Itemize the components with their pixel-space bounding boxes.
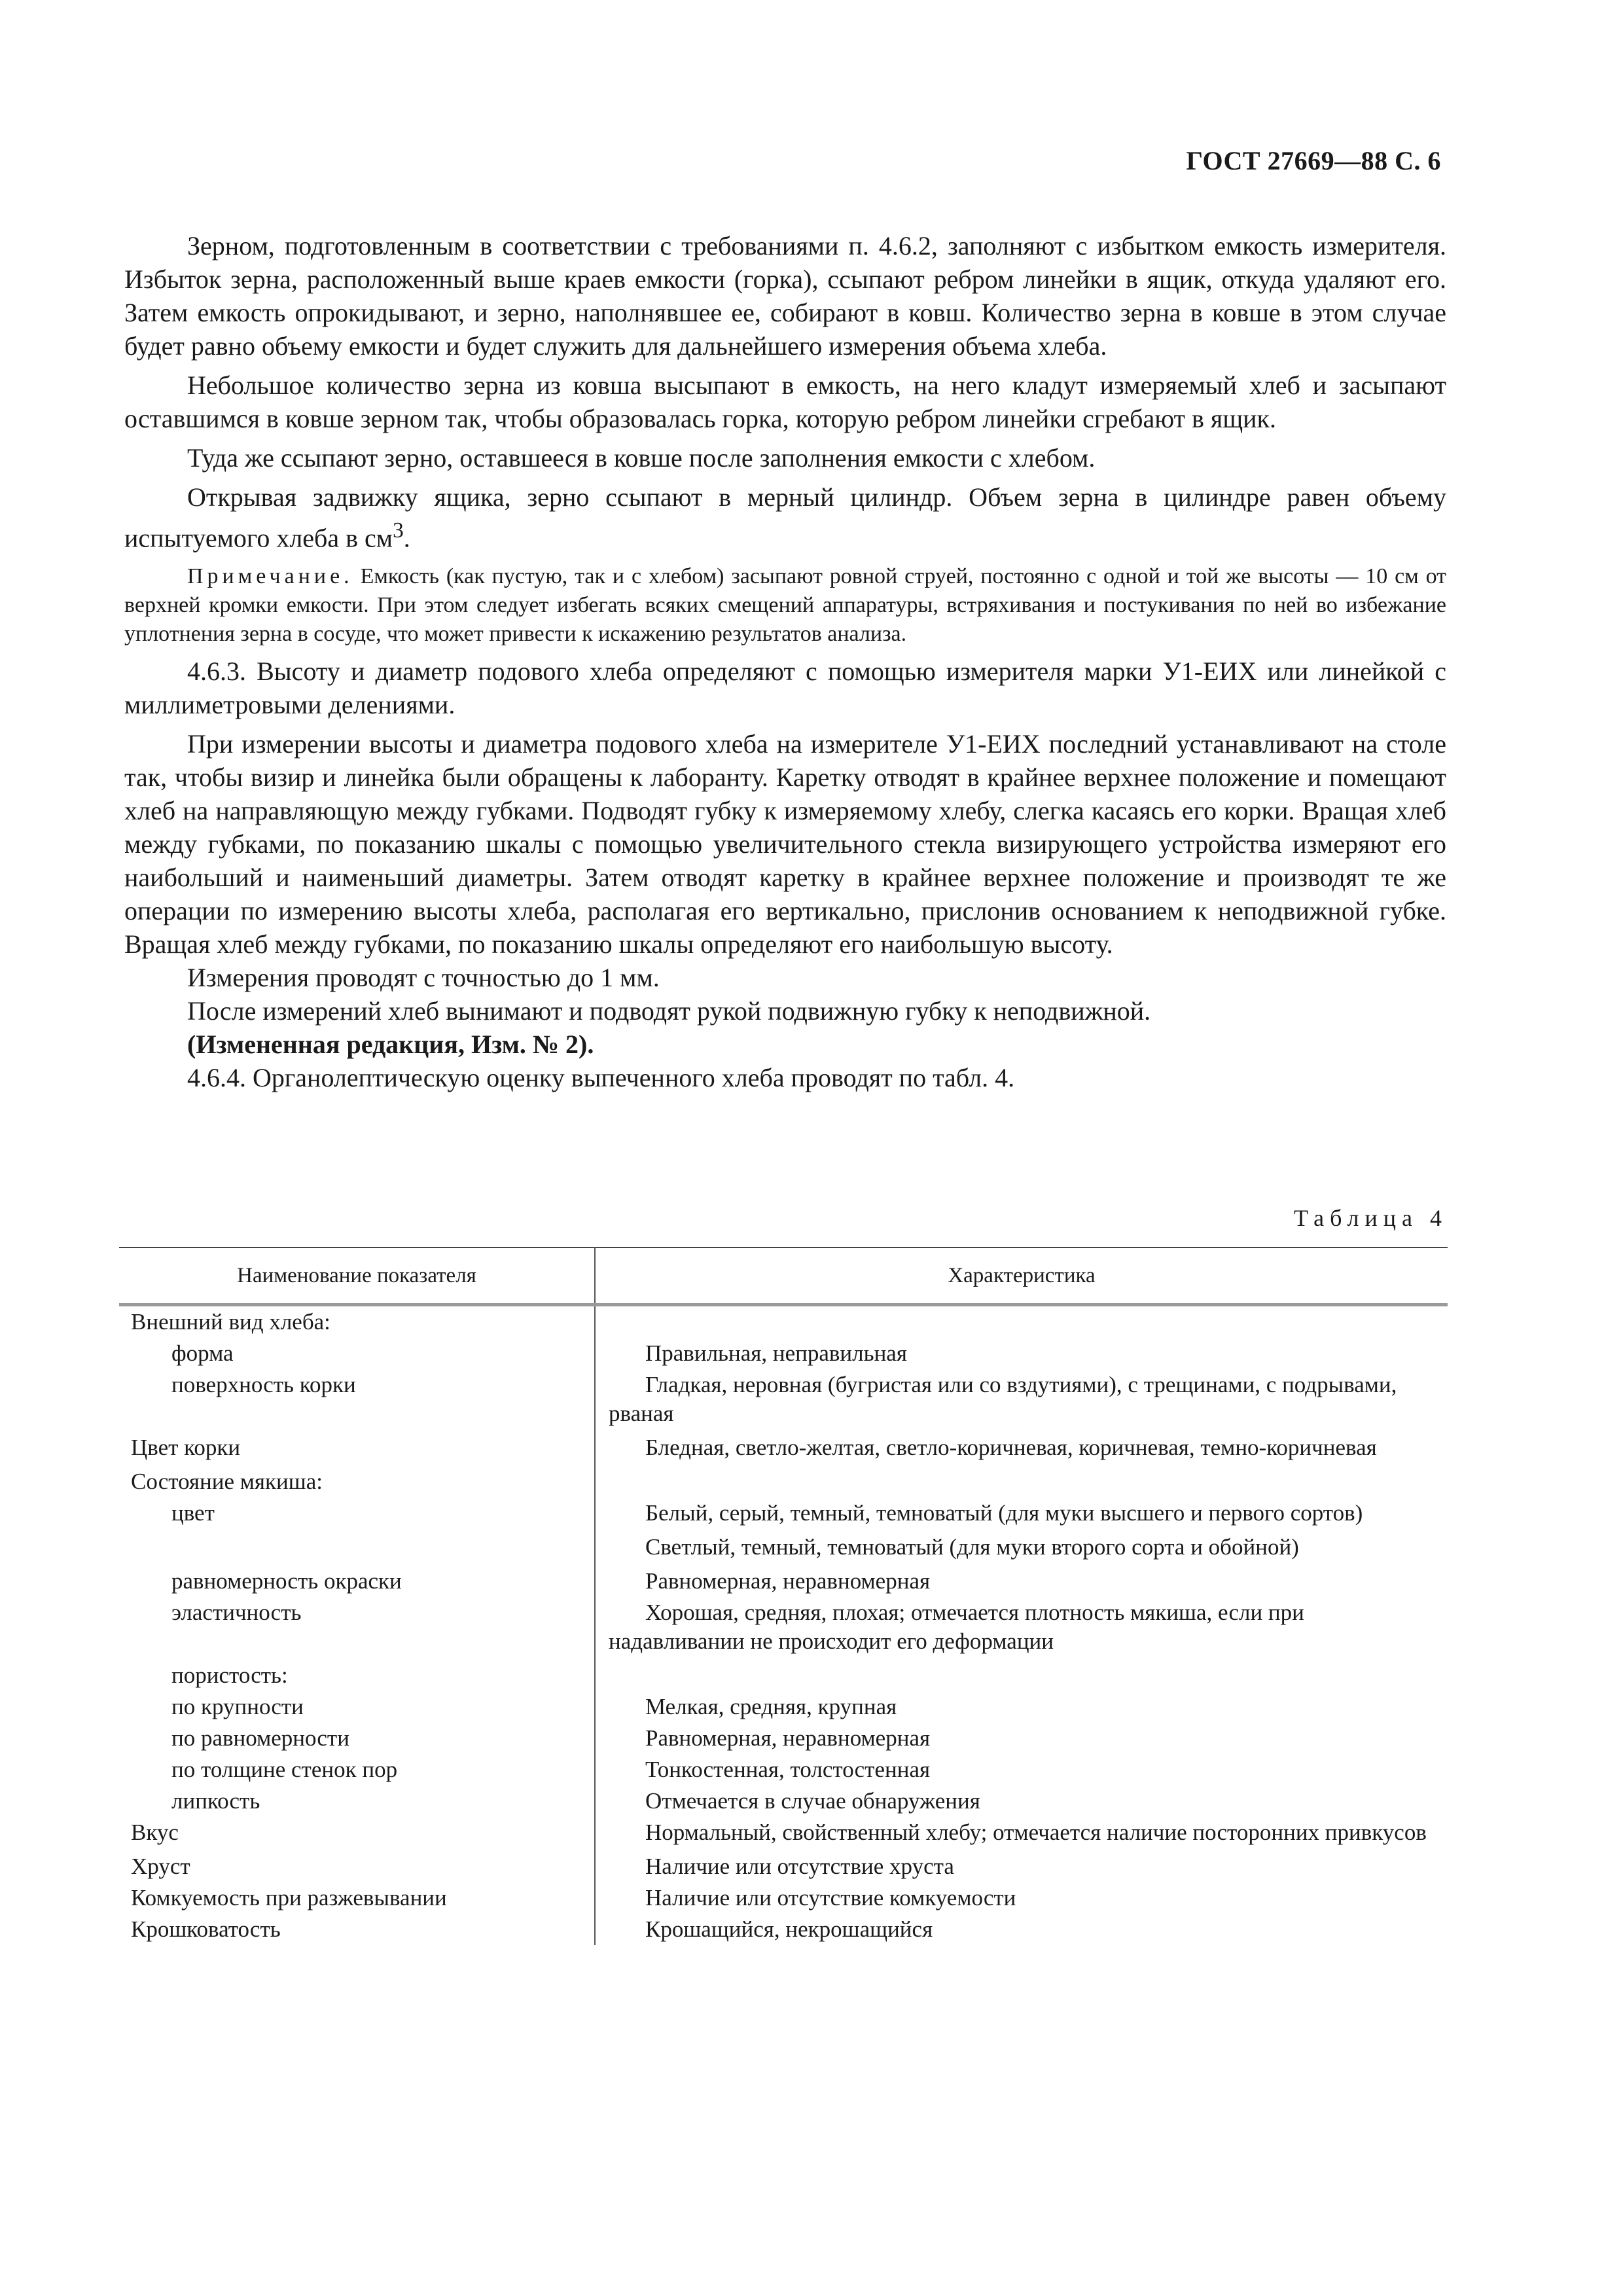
paragraph: Измерения проводят с точностью до 1 мм. xyxy=(187,963,660,993)
table-caption: Таблица 4 xyxy=(1294,1205,1448,1231)
note-label: Примечание. xyxy=(187,564,353,589)
indicator-name: равномерность окраски xyxy=(171,1568,402,1594)
table-row xyxy=(119,1305,1448,1338)
characteristic-cell: Светлый, темный, темноватый (для муки второго сорта и обойной) xyxy=(645,1534,1299,1560)
characteristic-cell: Наличие или отсутствие комкуемости xyxy=(645,1885,1016,1910)
paragraph: 4.6.4. Органолептическую оценку выпеченного хлеба проводят по табл. 4. xyxy=(187,1063,1015,1093)
paragraph: 4.6.3. Высоту и диаметр подового хлеба определяют с помощью измерителя марки У1-ЕИХ или линейкой с миллиметровыми делениями. xyxy=(124,656,1446,720)
table-row xyxy=(119,1532,1448,1566)
characteristic-cell: Правильная, неправильная xyxy=(645,1340,907,1366)
indicator-name: поверхность корки xyxy=(171,1372,356,1397)
paragraph: После измерений хлеб вынимают и подводят рукой подвижную губку к неподвижной. xyxy=(187,996,1151,1026)
characteristics-table xyxy=(119,1247,1448,1945)
indicator-name-cell xyxy=(119,1432,595,1466)
indicator-name-cell xyxy=(119,1691,595,1723)
characteristic-cell xyxy=(595,1466,1448,1498)
table-row xyxy=(119,1817,1448,1851)
characteristic-cell: Наличие или отсутствие хруста xyxy=(645,1854,954,1879)
indicator-name-cell xyxy=(119,1532,595,1566)
indicator-name: по равномерности xyxy=(171,1725,349,1751)
paragraph xyxy=(124,480,1446,554)
characteristic-cell xyxy=(595,1660,1448,1691)
table-row xyxy=(119,1566,1448,1597)
table-row xyxy=(119,1660,1448,1691)
amendment-note: (Измененная редакция, Изм. № 2). xyxy=(187,1030,594,1060)
characteristic-cell: Хорошая, средняя, плохая; отмечается плотность мякиша, если при надавливании не происходит его деформации xyxy=(609,1600,1304,1654)
indicator-name-cell xyxy=(119,1660,595,1691)
indicator-name: Цвет корки xyxy=(131,1435,241,1460)
characteristic-cell: Нормальный, свойственный хлебу; отмечается наличие посторонних привкусов xyxy=(645,1820,1427,1845)
indicator-name-cell xyxy=(119,1338,595,1369)
characteristic-cell: Гладкая, неровная (бугристая или со вздутиями), с трещинами, с подрывами, рваная xyxy=(609,1372,1397,1426)
page-header: ГОСТ 27669—88 С. 6 xyxy=(1186,146,1441,175)
characteristic-cell: Крошащийся, некрошащийся xyxy=(645,1916,933,1942)
indicator-name: по толщине стенок пор xyxy=(171,1757,398,1782)
table-row xyxy=(119,1498,1448,1532)
characteristic-cell: Отмечается в случае обнаружения xyxy=(645,1788,980,1814)
note xyxy=(124,562,1446,649)
paragraph: Туда же ссыпают зерно, оставшееся в ковше после заполнения емкости с хлебом. xyxy=(187,443,1096,473)
indicator-name-cell xyxy=(119,1305,595,1338)
characteristic-cell: Тонкостенная, толстостенная xyxy=(645,1757,931,1782)
table-row xyxy=(119,1882,1448,1914)
note-text: Емкость (как пустую, так и с хлебом) засыпают ровной струей, постоянно с одной и той же высоты — 10 см от верхней кромки емкости. При этом следует избегать всяких смещений аппаратуры, встряхивания и постукивания по ней во избежание уплотнения зерна в сосуде, что может привести к искажению результатов анализа. xyxy=(124,564,1447,647)
indicator-name-cell xyxy=(119,1851,595,1882)
indicator-name: Состояние мякиша: xyxy=(131,1469,323,1494)
indicator-name-cell xyxy=(119,1498,595,1532)
indicator-name-cell xyxy=(119,1882,595,1914)
table-row xyxy=(119,1754,1448,1785)
characteristic-cell: Белый, серый, темный, темноватый (для муки высшего и первого сортов) xyxy=(645,1500,1363,1526)
paragraph: Небольшое количество зерна из ковша высыпают в емкость, на него кладут измеряемый хлеб и засыпают оставшимся в ковше зерном так, чтобы образовалась горка, которую ребром линейки сгребают в ящик. xyxy=(124,370,1446,433)
table-row xyxy=(119,1466,1448,1498)
indicator-name: по крупности xyxy=(171,1694,304,1719)
characteristic-cell: Бледная, светло-желтая, светло-коричневая, коричневая, темно-коричневая xyxy=(645,1435,1377,1460)
characteristic-cell: Равномерная, неравномерная xyxy=(645,1568,931,1594)
indicator-name: Вкус xyxy=(131,1820,179,1845)
indicator-name-cell xyxy=(119,1785,595,1817)
table-row xyxy=(119,1597,1448,1660)
indicator-name-cell xyxy=(119,1914,595,1945)
indicator-name: Крошковатость xyxy=(131,1916,281,1942)
table-row xyxy=(119,1369,1448,1432)
indicator-name: форма xyxy=(171,1340,234,1366)
characteristic-cell: Равномерная, неравномерная xyxy=(645,1725,931,1751)
characteristic-cell xyxy=(595,1305,1448,1338)
table-row xyxy=(119,1432,1448,1466)
indicator-name-cell xyxy=(119,1566,595,1597)
indicator-name: цвет xyxy=(171,1500,215,1526)
table-row xyxy=(119,1691,1448,1723)
indicator-name-cell xyxy=(119,1723,595,1754)
paragraph: Зерном, подготовленным в соответствии с требованиями п. 4.6.2, заполняют с избытком емкость измерителя. Избыток зерна, расположенный выше краев емкости (горка), ссыпают ребром линейки в ящик, откуда удаляют его. Затем емкость опрокидывают, и зерно, наполнявшее ее, собирают в ковш. Количество зерна в ковше в этом случае будет равно объему емкости и будет служить для дальнейшего измерения объема хлеба. xyxy=(124,231,1446,361)
table-row xyxy=(119,1723,1448,1754)
table-body xyxy=(119,1305,1448,1946)
paragraph-end: . xyxy=(403,523,410,553)
indicator-name: Хруст xyxy=(131,1854,190,1879)
indicator-name: эластичность xyxy=(171,1600,302,1625)
indicator-name-cell xyxy=(119,1369,595,1432)
table-header-row xyxy=(119,1247,1448,1305)
indicator-name: Внешний вид хлеба: xyxy=(131,1309,330,1335)
table-header-name: Наименование показателя xyxy=(119,1247,595,1305)
table-header-characteristic: Характеристика xyxy=(595,1247,1448,1305)
indicator-name-cell xyxy=(119,1754,595,1785)
table-row xyxy=(119,1851,1448,1882)
table-row xyxy=(119,1785,1448,1817)
paragraph-text: Открывая задвижку ящика, зерно ссыпают в мерный цилиндр. Объем зерна в цилиндре равен объему испытуемого хлеба в см xyxy=(124,482,1446,553)
indicator-name: липкость xyxy=(171,1788,260,1814)
indicator-name: пористость: xyxy=(171,1662,288,1688)
paragraph: При измерении высоты и диаметра подового хлеба на измерителе У1-ЕИХ последний устанавливают на столе так, чтобы визир и линейка были обращены к лаборанту. Каретку отводят в крайнее верхнее положение и помещают хлеб на направляющую между губками. Подводят губку к измеряемому хлебу, слегка касаясь его корки. Вращая хлеб между губками, по показанию шкалы с помощью увеличительного стекла визирующего устройства измеряют его наибольший и наименьший диаметры. Затем отводят каретку в крайнее верхнее положение и производят те же операции по измерению высоты хлеба, располагая его вертикально, прислонив основанием к неподвижной губке. Вращая хлеб между губками, по показанию шкалы определяют его наибольшую высоту. xyxy=(124,729,1446,960)
indicator-name-cell xyxy=(119,1597,595,1660)
indicator-name: Комкуемость при разжевывании xyxy=(131,1885,447,1910)
table-row xyxy=(119,1338,1448,1369)
indicator-name-cell xyxy=(119,1817,595,1851)
characteristic-cell: Мелкая, средняя, крупная xyxy=(645,1694,897,1719)
document-body xyxy=(124,229,1446,1094)
superscript: 3 xyxy=(393,518,404,543)
table-row xyxy=(119,1914,1448,1945)
indicator-name-cell xyxy=(119,1466,595,1498)
table-container xyxy=(119,1247,1448,1945)
